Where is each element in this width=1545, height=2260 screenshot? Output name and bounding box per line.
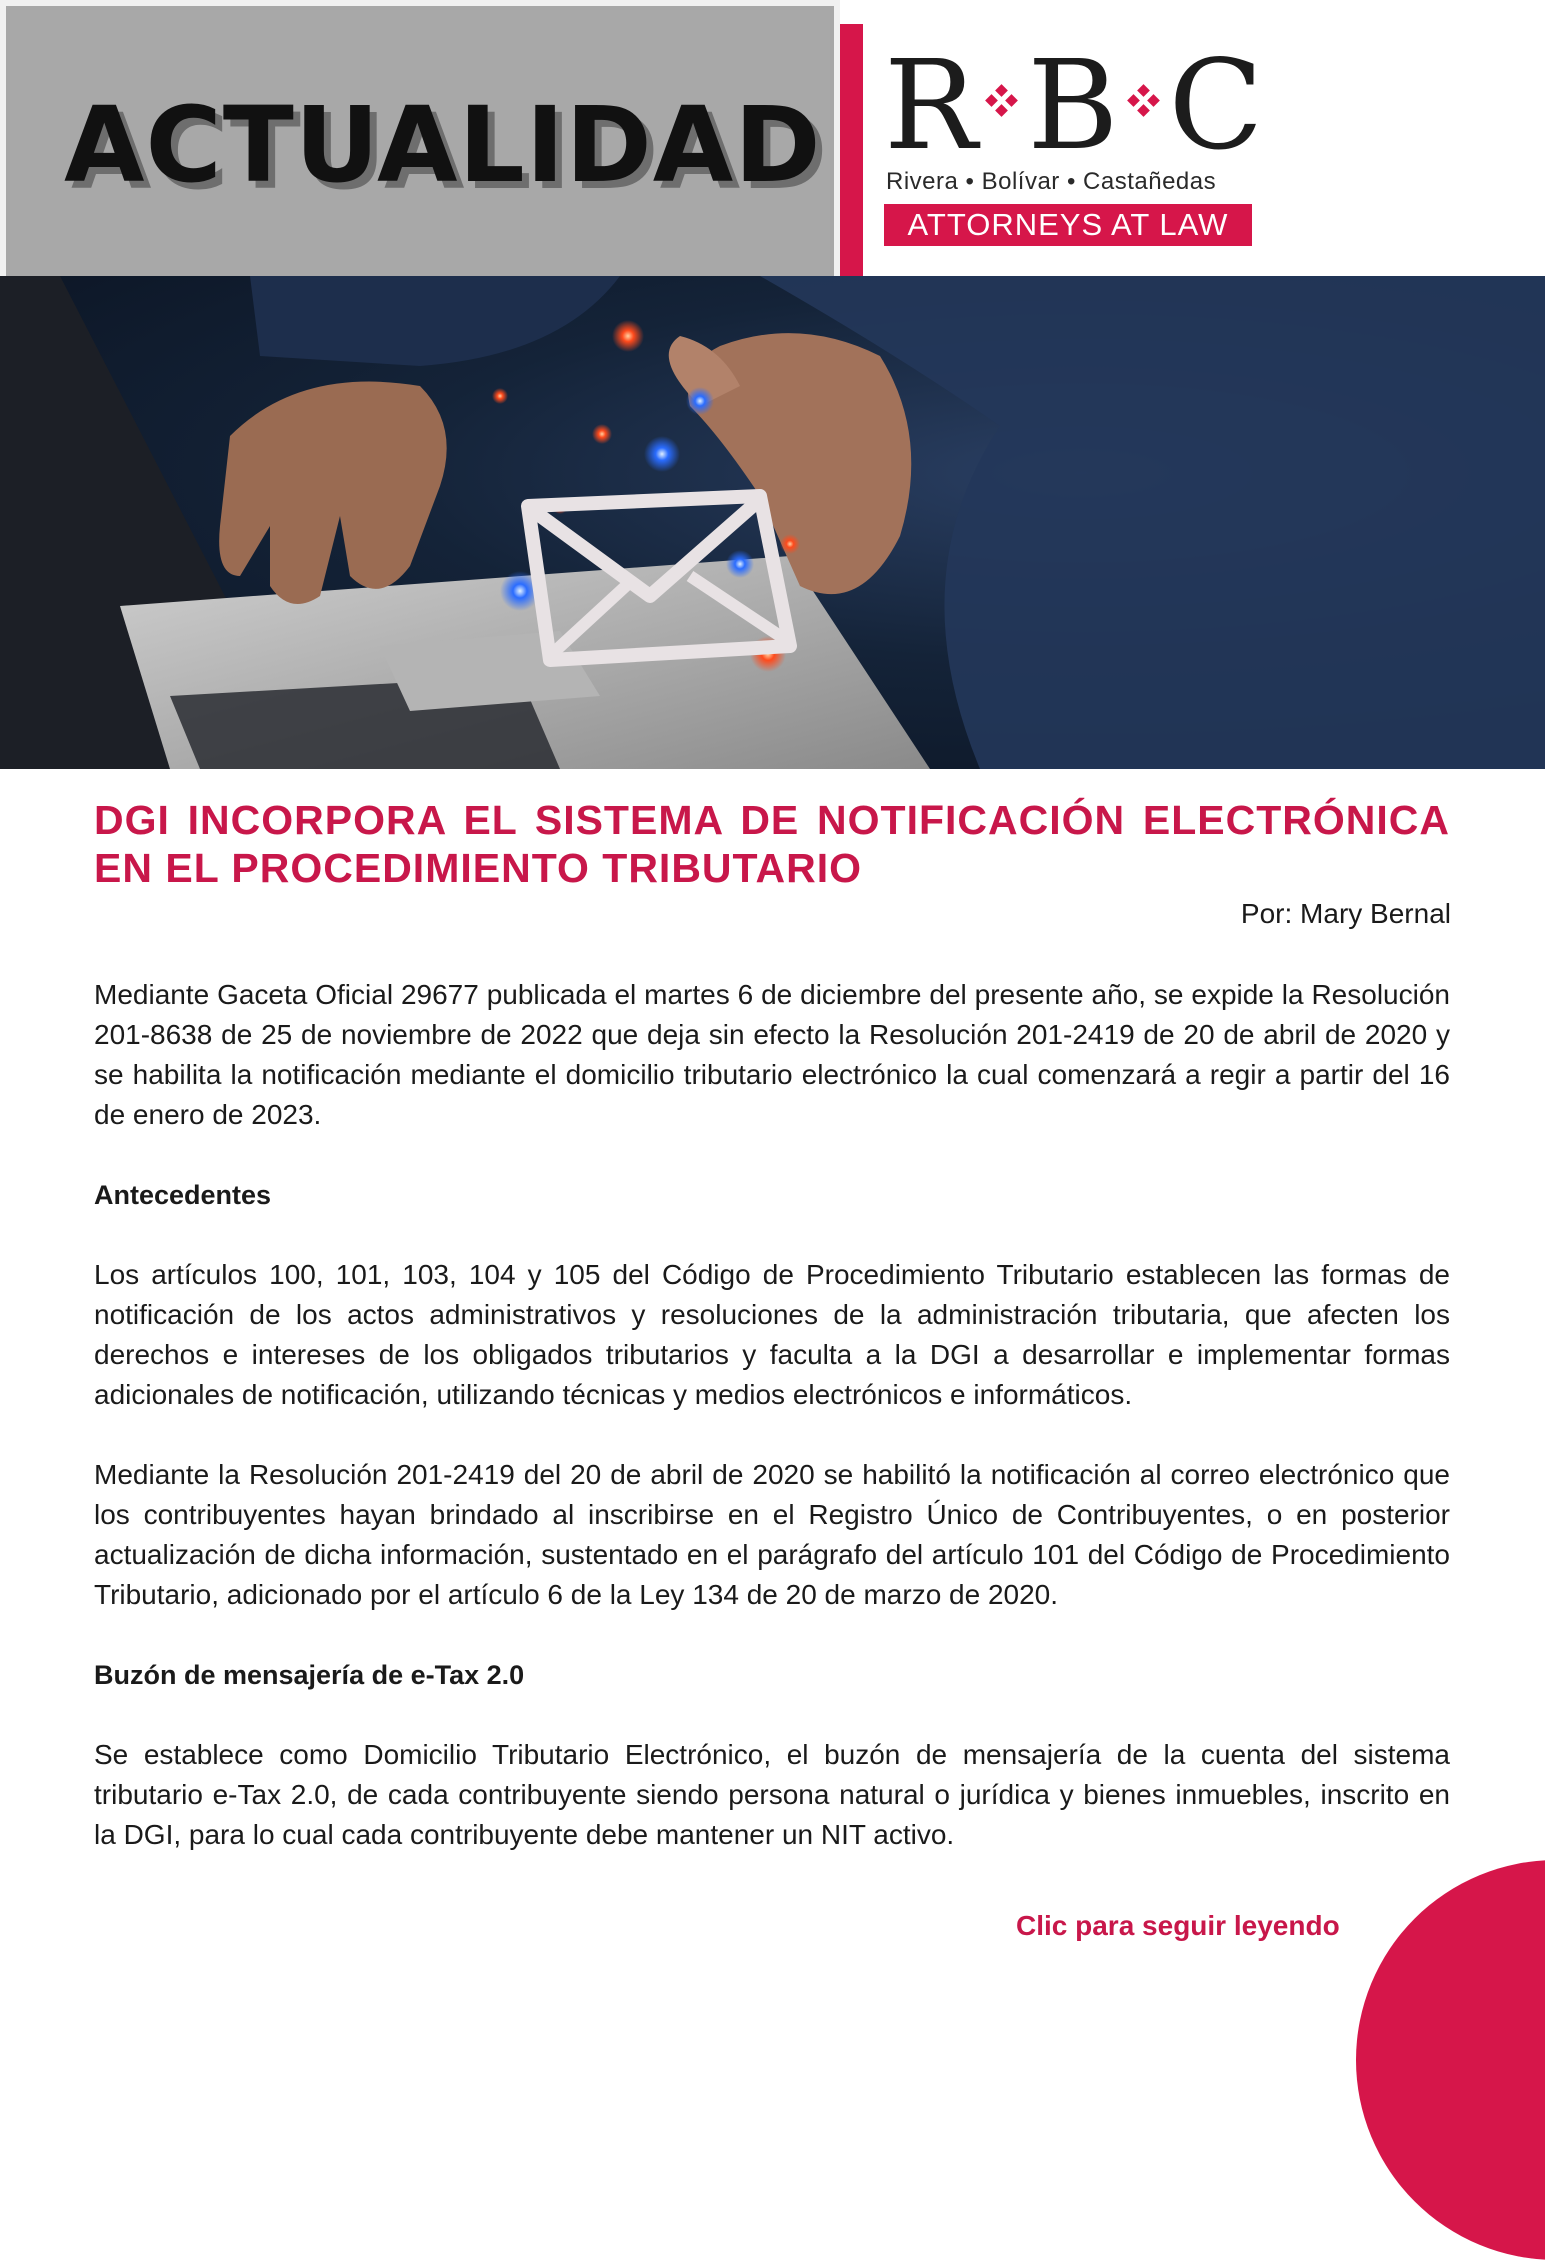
sleeve-left: [250, 276, 620, 366]
read-more-link[interactable]: Clic para seguir leyendo: [1016, 1910, 1340, 1941]
corner-decoration: [1356, 1860, 1545, 2260]
article-title: DGI INCORPORA EL SISTEMA DE NOTIFICACIÓN ELECTRÓNICA EN EL PROCEDIMIENTO TRIBUTARIO: [94, 797, 1450, 891]
article-body: [94, 975, 1450, 1855]
logo-subtitle: Rivera • Bolívar • Castañedas: [886, 168, 1217, 195]
header: [0, 0, 1545, 276]
section-heading-antecedentes: Antecedentes: [94, 1180, 272, 1210]
hero-image: [0, 276, 1545, 769]
logo-letter-b: B: [1027, 34, 1119, 178]
logo-letter-c: C: [1168, 34, 1264, 178]
logo-tagline: ATTORNEYS AT LAW: [884, 204, 1252, 246]
hero-illustration: [0, 276, 1545, 769]
logo-letters: [884, 34, 1264, 178]
article-paragraph: Los artículos 100, 101, 103, 104 y 105 del Código de Procedimiento Tributario establecen las formas de notificación de los actos administrativos y resoluciones de la administración tributaria, que afecten los derechos e intereses de los obligados tributarios y faculta a la DGI a desarrollar e implementar formas adicionales de notificación, utilizando técnicas y medios electrónicos e informáticos.: [94, 1259, 1450, 1410]
diamond-icon: [987, 86, 1017, 116]
article-byline: Por: Mary Bernal: [1240, 898, 1451, 929]
article-paragraph: Mediante la Resolución 201-2419 del 20 de abril de 2020 se habilitó la notificación al correo electrónico que los contribuyentes hayan brindado al inscribirse en el Registro Único de Contribuyentes, o en posterior actualización de dicha información, sustentado en el parágrafo del artículo 101 del Código de Procedimiento Tributario, adicionado por el artículo 6 de la Ley 134 de 20 de marzo de 2020.: [94, 1459, 1450, 1610]
rbc-logo: [884, 34, 1264, 246]
header-title: ACTUALIDAD: [64, 84, 822, 206]
section-heading-buzon: Buzón de mensajería de e-Tax 2.0: [94, 1660, 525, 1690]
article-paragraph: Se establece como Domicilio Tributario Electrónico, el buzón de mensajería de la cuenta del sistema tributario e-Tax 2.0, de cada contribuyente siendo persona natural o jurídica y bienes inmuebles, inscrito en la DGI, para lo cual cada contribuyente debe mantener un NIT activo.: [94, 1739, 1450, 1850]
diamond-icon: [1129, 86, 1159, 116]
logo-letter-r: R: [884, 34, 978, 178]
article-intro: Mediante Gaceta Oficial 29677 publicada el martes 6 de diciembre del presente año, se expide la Resolución 201-8638 de 25 de noviembre de 2022 que deja sin efecto la Resolución 201-2419 de 20 de abril de 2020 y se habilita la notificación mediante el domicilio tributario electrónico la cual comenzará a regir a partir del 16 de enero de 2023.: [94, 979, 1450, 1130]
header-title-box: [0, 0, 840, 282]
left-hand: [219, 382, 446, 604]
